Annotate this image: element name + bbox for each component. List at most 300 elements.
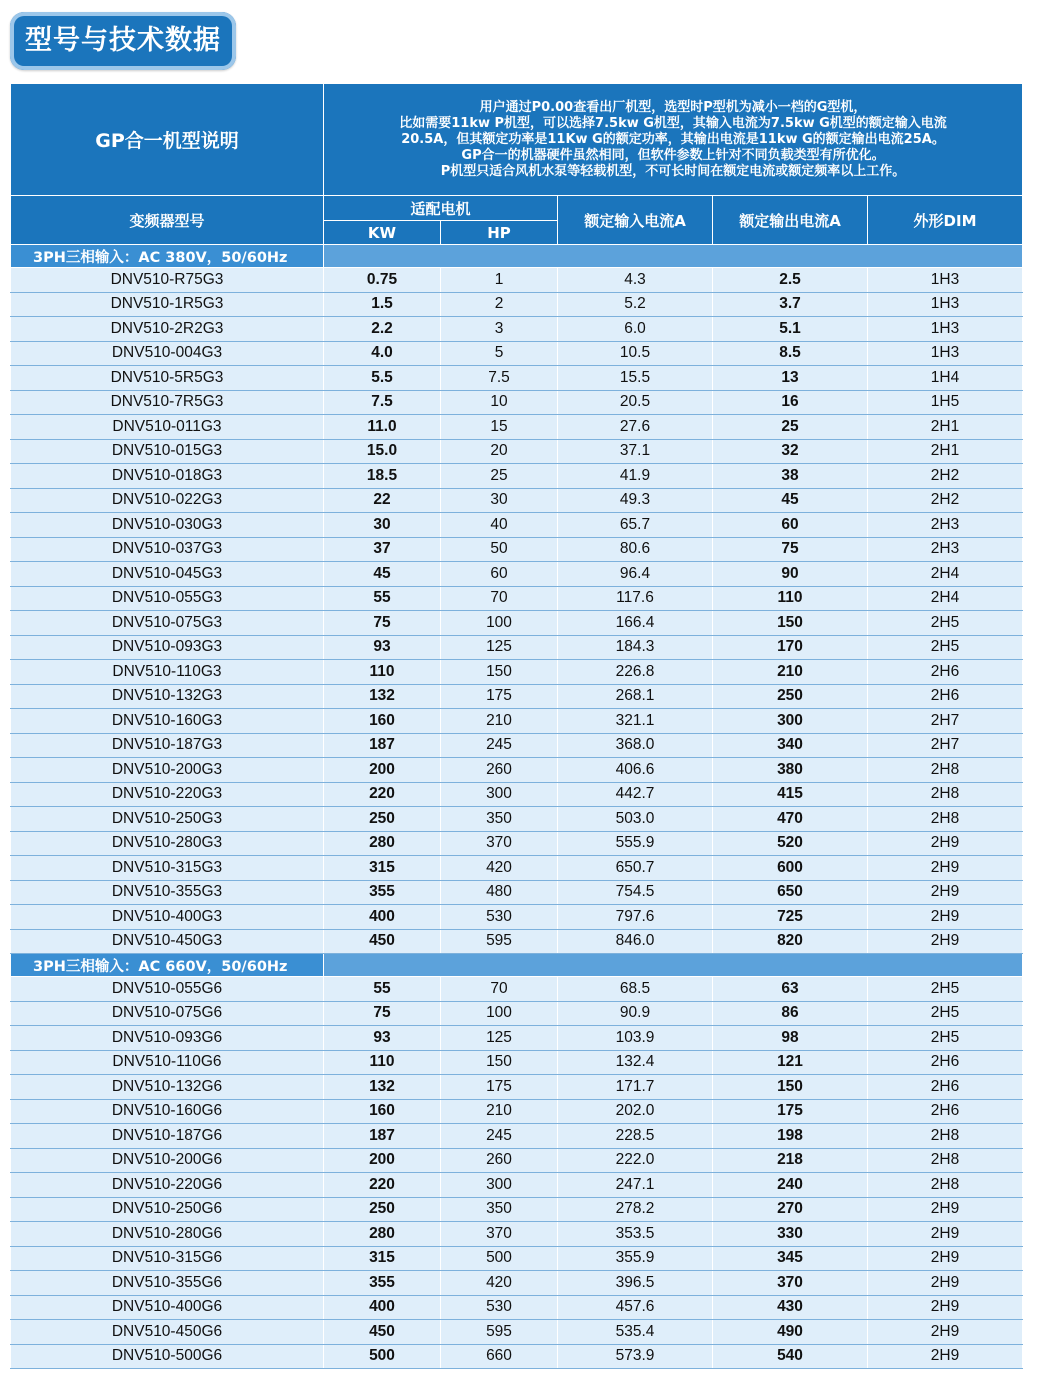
- col-header-model: 变频器型号: [11, 196, 324, 245]
- table-row: [11, 439, 1023, 464]
- gp-title: GP合一机型说明: [11, 84, 324, 196]
- dim-cell: 2H6: [868, 684, 1023, 709]
- note-line: 用户通过P0.00查看出厂机型，选型时P型机为减小一档的G型机，: [479, 99, 867, 115]
- kw-cell: 280: [324, 831, 441, 856]
- model-cell: DNV510-315G6: [11, 1246, 324, 1271]
- kw-cell: 355: [324, 880, 441, 905]
- hp-cell: 245: [441, 1124, 558, 1149]
- table-row: [11, 880, 1023, 905]
- spec-table: [10, 83, 1023, 1369]
- hp-cell: 10: [441, 390, 558, 415]
- input-current-cell: 355.9: [558, 1246, 713, 1271]
- kw-cell: 7.5: [324, 390, 441, 415]
- table-row: [11, 513, 1023, 538]
- input-current-cell: 573.9: [558, 1344, 713, 1369]
- hp-cell: 40: [441, 513, 558, 538]
- dim-cell: 2H5: [868, 611, 1023, 636]
- table-row: [11, 317, 1023, 342]
- kw-cell: 315: [324, 1246, 441, 1271]
- dim-cell: 2H6: [868, 1099, 1023, 1124]
- hp-cell: 420: [441, 856, 558, 881]
- input-current-cell: 90.9: [558, 1001, 713, 1026]
- table-row: [11, 1344, 1023, 1369]
- kw-cell: 55: [324, 977, 441, 1002]
- dim-cell: 2H1: [868, 439, 1023, 464]
- hp-cell: 300: [441, 1173, 558, 1198]
- output-current-cell: 540: [713, 1344, 868, 1369]
- model-cell: DNV510-220G6: [11, 1173, 324, 1198]
- hp-cell: 500: [441, 1246, 558, 1271]
- table-row: [11, 758, 1023, 783]
- hp-cell: 420: [441, 1271, 558, 1296]
- output-current-cell: 415: [713, 782, 868, 807]
- model-cell: DNV510-022G3: [11, 488, 324, 513]
- output-current-cell: 430: [713, 1295, 868, 1320]
- table-row: [11, 635, 1023, 660]
- kw-cell: 11.0: [324, 415, 441, 440]
- model-cell: DNV510-200G3: [11, 758, 324, 783]
- kw-cell: 250: [324, 1197, 441, 1222]
- kw-cell: 160: [324, 709, 441, 734]
- output-current-cell: 380: [713, 758, 868, 783]
- table-row: [11, 1173, 1023, 1198]
- input-current-cell: 396.5: [558, 1271, 713, 1296]
- table-row: [11, 1075, 1023, 1100]
- model-cell: DNV510-093G3: [11, 635, 324, 660]
- output-current-cell: 520: [713, 831, 868, 856]
- model-cell: DNV510-450G3: [11, 929, 324, 954]
- model-cell: DNV510-055G3: [11, 586, 324, 611]
- model-cell: DNV510-315G3: [11, 856, 324, 881]
- table-row: [11, 977, 1023, 1002]
- table-row: [11, 1197, 1023, 1222]
- hp-cell: 530: [441, 905, 558, 930]
- table-row: [11, 366, 1023, 391]
- model-cell: DNV510-2R2G3: [11, 317, 324, 342]
- input-current-cell: 268.1: [558, 684, 713, 709]
- dim-cell: 2H2: [868, 488, 1023, 513]
- model-cell: DNV510-450G6: [11, 1320, 324, 1345]
- hp-cell: 595: [441, 929, 558, 954]
- model-cell: DNV510-5R5G3: [11, 366, 324, 391]
- table-row: [11, 807, 1023, 832]
- output-current-cell: 63: [713, 977, 868, 1002]
- input-current-cell: 171.7: [558, 1075, 713, 1100]
- dim-cell: 2H6: [868, 1050, 1023, 1075]
- input-current-cell: 368.0: [558, 733, 713, 758]
- kw-cell: 5.5: [324, 366, 441, 391]
- model-cell: DNV510-132G6: [11, 1075, 324, 1100]
- note-line: GP合一的机器硬件虽然相同，但软件参数上针对不同负载类型有所优化。: [461, 147, 885, 163]
- hp-cell: 595: [441, 1320, 558, 1345]
- input-current-cell: 68.5: [558, 977, 713, 1002]
- hp-cell: 50: [441, 537, 558, 562]
- note-line: P机型只适合风机水泵等轻载机型，不可长时间在额定电流或额定频率以上工作。: [440, 163, 906, 179]
- input-current-cell: 10.5: [558, 341, 713, 366]
- model-cell: DNV510-187G6: [11, 1124, 324, 1149]
- kw-cell: 200: [324, 758, 441, 783]
- kw-cell: 220: [324, 1173, 441, 1198]
- input-current-cell: 406.6: [558, 758, 713, 783]
- dim-cell: 2H8: [868, 758, 1023, 783]
- output-current-cell: 175: [713, 1099, 868, 1124]
- input-current-cell: 247.1: [558, 1173, 713, 1198]
- kw-cell: 400: [324, 1295, 441, 1320]
- kw-cell: 400: [324, 905, 441, 930]
- hp-cell: 125: [441, 1026, 558, 1051]
- kw-cell: 22: [324, 488, 441, 513]
- kw-cell: 280: [324, 1222, 441, 1247]
- model-cell: DNV510-500G6: [11, 1344, 324, 1369]
- input-current-cell: 457.6: [558, 1295, 713, 1320]
- table-row: [11, 1099, 1023, 1124]
- kw-cell: 220: [324, 782, 441, 807]
- dim-cell: 2H9: [868, 1295, 1023, 1320]
- table-row: [11, 660, 1023, 685]
- hp-cell: 60: [441, 562, 558, 587]
- table-row: [11, 268, 1023, 293]
- hp-cell: 7.5: [441, 366, 558, 391]
- output-current-cell: 121: [713, 1050, 868, 1075]
- model-cell: DNV510-045G3: [11, 562, 324, 587]
- dim-cell: 2H9: [868, 1344, 1023, 1369]
- model-cell: DNV510-132G3: [11, 684, 324, 709]
- input-current-cell: 503.0: [558, 807, 713, 832]
- table-row: [11, 1320, 1023, 1345]
- kw-cell: 450: [324, 1320, 441, 1345]
- output-current-cell: 75: [713, 537, 868, 562]
- kw-cell: 250: [324, 807, 441, 832]
- dim-cell: 2H9: [868, 1197, 1023, 1222]
- table-row: [11, 856, 1023, 881]
- input-current-cell: 535.4: [558, 1320, 713, 1345]
- hp-cell: 100: [441, 611, 558, 636]
- output-current-cell: 370: [713, 1271, 868, 1296]
- output-current-cell: 8.5: [713, 341, 868, 366]
- output-current-cell: 150: [713, 1075, 868, 1100]
- hp-cell: 5: [441, 341, 558, 366]
- input-current-cell: 166.4: [558, 611, 713, 636]
- table-row: [11, 292, 1023, 317]
- model-cell: DNV510-055G6: [11, 977, 324, 1002]
- output-current-cell: 60: [713, 513, 868, 538]
- output-current-cell: 98: [713, 1026, 868, 1051]
- table-row: [11, 1001, 1023, 1026]
- col-header-dim: 外形DIM: [868, 196, 1023, 245]
- dim-cell: 2H9: [868, 880, 1023, 905]
- section-header: [11, 245, 1023, 268]
- output-current-cell: 600: [713, 856, 868, 881]
- hp-cell: 530: [441, 1295, 558, 1320]
- dim-cell: 2H9: [868, 831, 1023, 856]
- hp-cell: 1: [441, 268, 558, 293]
- input-current-cell: 555.9: [558, 831, 713, 856]
- model-cell: DNV510-355G3: [11, 880, 324, 905]
- kw-cell: 30: [324, 513, 441, 538]
- output-current-cell: 150: [713, 611, 868, 636]
- input-current-cell: 222.0: [558, 1148, 713, 1173]
- table-row: [11, 905, 1023, 930]
- input-current-cell: 184.3: [558, 635, 713, 660]
- input-current-cell: 80.6: [558, 537, 713, 562]
- output-current-cell: 340: [713, 733, 868, 758]
- kw-cell: 37: [324, 537, 441, 562]
- col-header-kw: KW: [324, 221, 441, 245]
- section-header: [11, 954, 1023, 977]
- table-row: [11, 464, 1023, 489]
- kw-cell: 110: [324, 1050, 441, 1075]
- hp-cell: 70: [441, 977, 558, 1002]
- dim-cell: 2H9: [868, 1320, 1023, 1345]
- model-cell: DNV510-1R5G3: [11, 292, 324, 317]
- hp-cell: 210: [441, 709, 558, 734]
- hp-cell: 245: [441, 733, 558, 758]
- col-header-input: 额定输入电流A: [558, 196, 713, 245]
- model-cell: DNV510-355G6: [11, 1271, 324, 1296]
- table-row: [11, 1124, 1023, 1149]
- output-current-cell: 820: [713, 929, 868, 954]
- table-row: [11, 1050, 1023, 1075]
- model-cell: DNV510-400G3: [11, 905, 324, 930]
- model-cell: DNV510-075G3: [11, 611, 324, 636]
- dim-cell: 2H5: [868, 977, 1023, 1002]
- section-label: 3PH三相输入：AC 660V，50/60Hz: [11, 954, 324, 977]
- model-cell: DNV510-280G3: [11, 831, 324, 856]
- hp-cell: 300: [441, 782, 558, 807]
- output-current-cell: 240: [713, 1173, 868, 1198]
- input-current-cell: 4.3: [558, 268, 713, 293]
- dim-cell: 2H2: [868, 464, 1023, 489]
- kw-cell: 450: [324, 929, 441, 954]
- table-row: [11, 1222, 1023, 1247]
- hp-cell: 3: [441, 317, 558, 342]
- hp-cell: 125: [441, 635, 558, 660]
- hp-cell: 210: [441, 1099, 558, 1124]
- input-current-cell: 650.7: [558, 856, 713, 881]
- model-cell: DNV510-011G3: [11, 415, 324, 440]
- output-current-cell: 170: [713, 635, 868, 660]
- table-row: [11, 929, 1023, 954]
- input-current-cell: 20.5: [558, 390, 713, 415]
- hp-cell: 350: [441, 807, 558, 832]
- hp-cell: 150: [441, 1050, 558, 1075]
- model-cell: DNV510-160G6: [11, 1099, 324, 1124]
- kw-cell: 55: [324, 586, 441, 611]
- hp-cell: 175: [441, 1075, 558, 1100]
- model-cell: DNV510-280G6: [11, 1222, 324, 1247]
- dim-cell: 1H3: [868, 292, 1023, 317]
- table-row: [11, 488, 1023, 513]
- output-current-cell: 345: [713, 1246, 868, 1271]
- table-row: [11, 709, 1023, 734]
- hp-cell: 175: [441, 684, 558, 709]
- model-cell: DNV510-160G3: [11, 709, 324, 734]
- table-row: [11, 415, 1023, 440]
- input-current-cell: 132.4: [558, 1050, 713, 1075]
- dim-cell: 2H9: [868, 856, 1023, 881]
- col-header-hp: HP: [441, 221, 558, 245]
- input-current-cell: 117.6: [558, 586, 713, 611]
- dim-cell: 2H5: [868, 1001, 1023, 1026]
- hp-cell: 70: [441, 586, 558, 611]
- output-current-cell: 38: [713, 464, 868, 489]
- model-cell: DNV510-250G6: [11, 1197, 324, 1222]
- output-current-cell: 25: [713, 415, 868, 440]
- hp-cell: 15: [441, 415, 558, 440]
- dim-cell: 1H3: [868, 317, 1023, 342]
- kw-cell: 315: [324, 856, 441, 881]
- input-current-cell: 5.2: [558, 292, 713, 317]
- output-current-cell: 470: [713, 807, 868, 832]
- dim-cell: 2H9: [868, 1271, 1023, 1296]
- dim-cell: 2H3: [868, 537, 1023, 562]
- output-current-cell: 250: [713, 684, 868, 709]
- hp-cell: 25: [441, 464, 558, 489]
- table-row: [11, 537, 1023, 562]
- output-current-cell: 13: [713, 366, 868, 391]
- kw-cell: 93: [324, 1026, 441, 1051]
- output-current-cell: 270: [713, 1197, 868, 1222]
- model-cell: DNV510-R75G3: [11, 268, 324, 293]
- model-cell: DNV510-220G3: [11, 782, 324, 807]
- input-current-cell: 846.0: [558, 929, 713, 954]
- input-current-cell: 797.6: [558, 905, 713, 930]
- dim-cell: 2H8: [868, 1148, 1023, 1173]
- input-current-cell: 226.8: [558, 660, 713, 685]
- kw-cell: 4.0: [324, 341, 441, 366]
- kw-cell: 132: [324, 1075, 441, 1100]
- model-cell: DNV510-250G3: [11, 807, 324, 832]
- hp-cell: 20: [441, 439, 558, 464]
- kw-cell: 18.5: [324, 464, 441, 489]
- hp-cell: 480: [441, 880, 558, 905]
- input-current-cell: 41.9: [558, 464, 713, 489]
- dim-cell: 2H9: [868, 1246, 1023, 1271]
- kw-cell: 200: [324, 1148, 441, 1173]
- hp-cell: 30: [441, 488, 558, 513]
- output-current-cell: 490: [713, 1320, 868, 1345]
- model-cell: DNV510-110G3: [11, 660, 324, 685]
- table-row: [11, 611, 1023, 636]
- input-current-cell: 754.5: [558, 880, 713, 905]
- output-current-cell: 725: [713, 905, 868, 930]
- table-row: [11, 341, 1023, 366]
- kw-cell: 160: [324, 1099, 441, 1124]
- kw-cell: 500: [324, 1344, 441, 1369]
- dim-cell: 2H6: [868, 660, 1023, 685]
- output-current-cell: 650: [713, 880, 868, 905]
- dim-cell: 2H4: [868, 562, 1023, 587]
- table-row: [11, 1246, 1023, 1271]
- model-cell: DNV510-187G3: [11, 733, 324, 758]
- dim-cell: 1H4: [868, 366, 1023, 391]
- dim-cell: 2H5: [868, 1026, 1023, 1051]
- dim-cell: 2H9: [868, 905, 1023, 930]
- output-current-cell: 45: [713, 488, 868, 513]
- table-row: [11, 1295, 1023, 1320]
- model-cell: DNV510-018G3: [11, 464, 324, 489]
- output-current-cell: 218: [713, 1148, 868, 1173]
- kw-cell: 0.75: [324, 268, 441, 293]
- output-current-cell: 300: [713, 709, 868, 734]
- dim-cell: 2H8: [868, 1124, 1023, 1149]
- output-current-cell: 3.7: [713, 292, 868, 317]
- table-row: [11, 733, 1023, 758]
- output-current-cell: 32: [713, 439, 868, 464]
- dim-cell: 2H4: [868, 586, 1023, 611]
- page-title: 型号与技术数据: [10, 12, 236, 70]
- hp-cell: 260: [441, 758, 558, 783]
- input-current-cell: 37.1: [558, 439, 713, 464]
- kw-cell: 45: [324, 562, 441, 587]
- input-current-cell: 96.4: [558, 562, 713, 587]
- dim-cell: 1H3: [868, 341, 1023, 366]
- input-current-cell: 321.1: [558, 709, 713, 734]
- input-current-cell: 15.5: [558, 366, 713, 391]
- input-current-cell: 353.5: [558, 1222, 713, 1247]
- dim-cell: 2H7: [868, 709, 1023, 734]
- output-current-cell: 2.5: [713, 268, 868, 293]
- input-current-cell: 6.0: [558, 317, 713, 342]
- table-row: [11, 390, 1023, 415]
- dim-cell: 2H8: [868, 782, 1023, 807]
- model-cell: DNV510-093G6: [11, 1026, 324, 1051]
- section-fill: [324, 245, 1023, 268]
- dim-cell: 2H9: [868, 929, 1023, 954]
- kw-cell: 93: [324, 635, 441, 660]
- output-current-cell: 110: [713, 586, 868, 611]
- table-row: [11, 684, 1023, 709]
- col-header-motor: 适配电机: [324, 196, 558, 221]
- hp-cell: 660: [441, 1344, 558, 1369]
- table-row: [11, 831, 1023, 856]
- input-current-cell: 228.5: [558, 1124, 713, 1149]
- model-cell: DNV510-200G6: [11, 1148, 324, 1173]
- table-row: [11, 1026, 1023, 1051]
- hp-cell: 260: [441, 1148, 558, 1173]
- kw-cell: 2.2: [324, 317, 441, 342]
- output-current-cell: 198: [713, 1124, 868, 1149]
- table-body: [11, 245, 1023, 1369]
- model-cell: DNV510-037G3: [11, 537, 324, 562]
- hp-cell: 370: [441, 831, 558, 856]
- hp-cell: 2: [441, 292, 558, 317]
- kw-cell: 110: [324, 660, 441, 685]
- hp-cell: 150: [441, 660, 558, 685]
- input-current-cell: 27.6: [558, 415, 713, 440]
- gp-note: [324, 84, 1023, 196]
- kw-cell: 187: [324, 733, 441, 758]
- col-header-output: 额定输出电流A: [713, 196, 868, 245]
- model-cell: DNV510-110G6: [11, 1050, 324, 1075]
- table-row: [11, 782, 1023, 807]
- output-current-cell: 210: [713, 660, 868, 685]
- input-current-cell: 442.7: [558, 782, 713, 807]
- input-current-cell: 278.2: [558, 1197, 713, 1222]
- dim-cell: 2H5: [868, 635, 1023, 660]
- table-row: [11, 586, 1023, 611]
- hp-cell: 350: [441, 1197, 558, 1222]
- input-current-cell: 103.9: [558, 1026, 713, 1051]
- dim-cell: 2H3: [868, 513, 1023, 538]
- note-line: 20.5A，但其额定功率是11Kw G的额定功率，其输出电流是11kw G的额定输出电流25A。: [401, 131, 945, 147]
- table-row: [11, 562, 1023, 587]
- input-current-cell: 202.0: [558, 1099, 713, 1124]
- model-cell: DNV510-075G6: [11, 1001, 324, 1026]
- output-current-cell: 86: [713, 1001, 868, 1026]
- kw-cell: 187: [324, 1124, 441, 1149]
- model-cell: DNV510-7R5G3: [11, 390, 324, 415]
